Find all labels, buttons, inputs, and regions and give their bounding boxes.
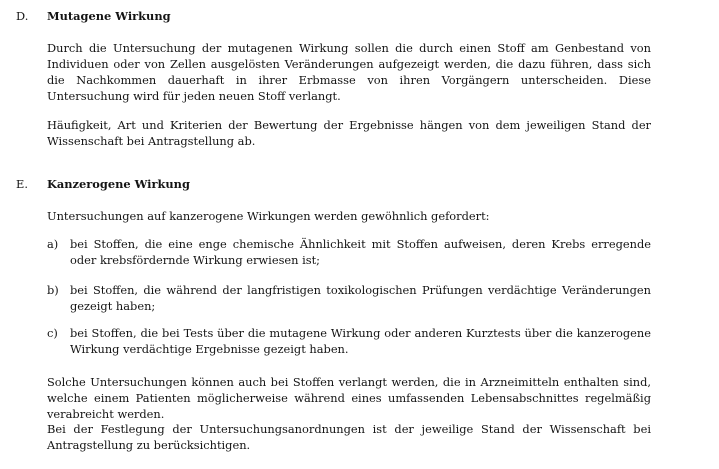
- section-d-heading: [16, 8, 171, 24]
- section-d-paragraph-2: Häufigkeit, Art und Kriterien der Bewertung der Ergebnisse hängen von dem jeweiligen Stand der Wissenschaft bei Antragstellung ab.: [47, 118, 651, 148]
- list-text-b: bei Stoffen, die während der langfristigen toxikologischen Prüfungen verdächtige Veränderungen gezeigt haben;: [70, 283, 651, 313]
- section-e-paragraph-after: Solche Untersuchungen können auch bei Stoffen verlangt werden, die in Arzneimitteln enthalten sind, welche einem Patienten möglicherweise während eines umfassenden Lebensabschnittes regelmäßig verabreicht werden.: [47, 375, 651, 421]
- list-item-b: [47, 282, 651, 314]
- section-e-heading: [16, 176, 190, 192]
- list-marker-a: a): [47, 237, 59, 251]
- section-d-title: Mutagene Wirkung: [47, 9, 171, 23]
- list-text-a: bei Stoffen, die eine enge chemische Ähnlichkeit mit Stoffen aufweisen, deren Krebs erregende oder krebsfördernde Wirkung erwiesen ist;: [70, 237, 651, 267]
- section-e-letter: E.: [16, 177, 28, 191]
- list-item-a: [47, 236, 651, 268]
- section-e-intro: Untersuchungen auf kanzerogene Wirkungen werden gewöhnlich gefordert:: [47, 209, 490, 223]
- list-text-c: bei Stoffen, die bei Tests über die mutagene Wirkung oder anderen Kurztests über die kanzerogene Wirkung verdächtige Ergebnisse gezeigt haben.: [70, 326, 651, 356]
- section-d-letter: D.: [16, 9, 29, 23]
- list-item-c: [47, 325, 651, 357]
- section-d-paragraph-1: Durch die Untersuchung der mutagenen Wirkung sollen die durch einen Stoff am Genbestand von Individuen oder von Zellen ausgelösten Veränderungen aufgezeigt werden, die dazu führen, dass sich die Nachkommen dauerhaft in ihrer Erbmasse von ihren Vorgängern unterscheiden. Diese Untersuchung wird für jeden neuen Stoff verlangt.: [47, 41, 651, 103]
- section-e-title: Kanzerogene Wirkung: [47, 177, 190, 191]
- list-marker-b: b): [47, 283, 59, 297]
- section-e-paragraph-last: Bei der Festlegung der Untersuchungsanordnungen ist der jeweilige Stand der Wissenschaft bei Antragstellung zu berücksichtigen.: [47, 422, 651, 452]
- list-marker-c: c): [47, 326, 58, 340]
